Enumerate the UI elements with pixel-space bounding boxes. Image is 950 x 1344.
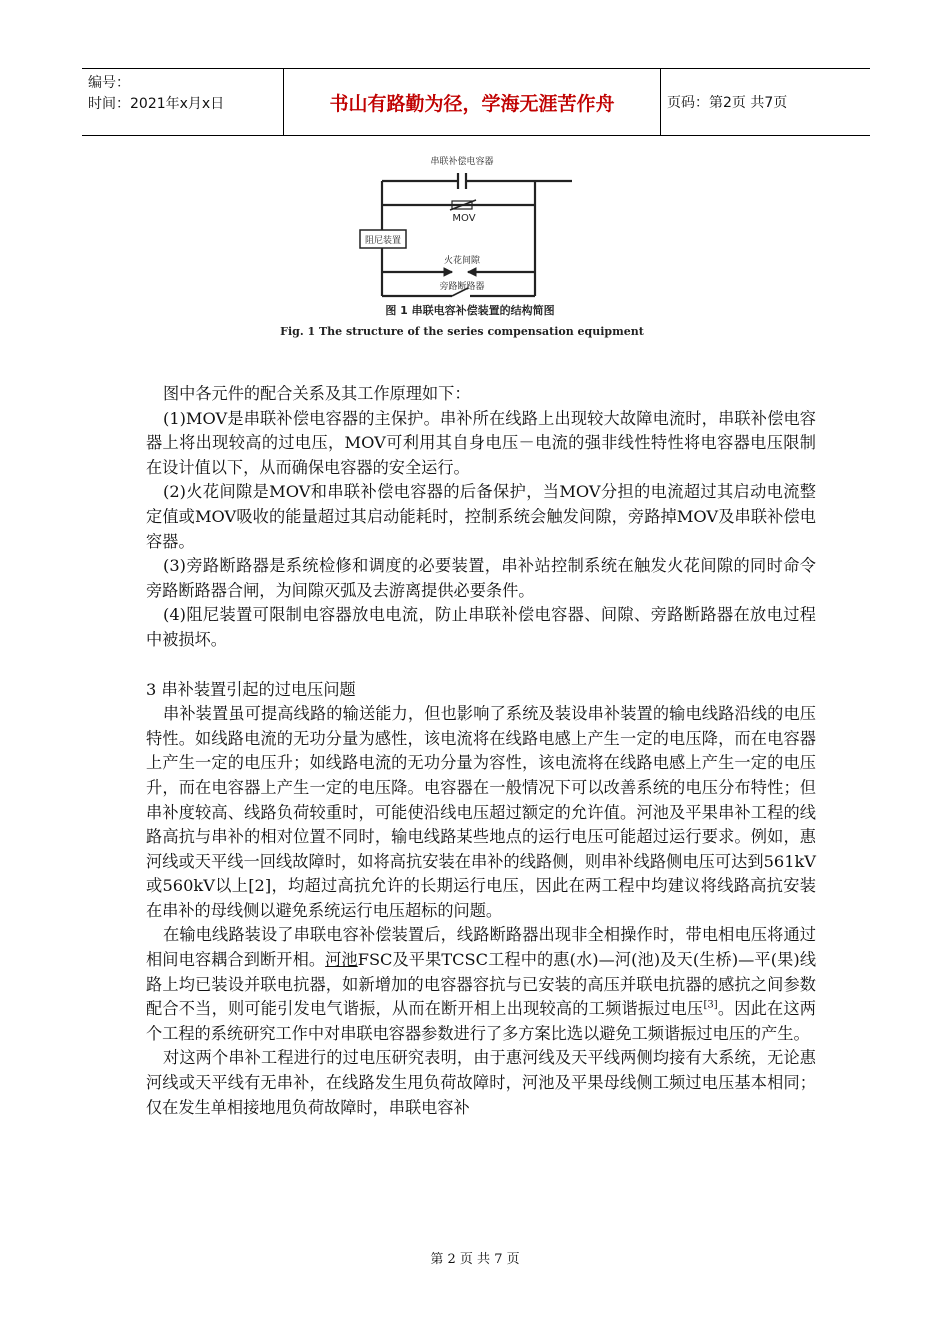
page-header (82, 68, 870, 136)
paragraph-2-part-c: 。因此在这两个工程的系统研究工作中对串联电容器参数进行了多方案比选以避免工频谐振过电压的产生。 (146, 999, 816, 1043)
hechi-link[interactable]: 河池 (325, 950, 358, 970)
caption-cn: 图 1 串联电容补偿装置的结构简图 (385, 304, 555, 317)
code-label: 编号： (88, 75, 130, 91)
label-spark-gap: 火花间隙 (443, 256, 481, 266)
intro-paragraph: 图中各元件的配合关系及其工作原理如下： (163, 384, 471, 403)
header-page-label: 页码：第2页 共7页 (667, 95, 788, 111)
caption-en: Fig. 1 The structure of the series compensation equipment (280, 325, 644, 338)
paragraph-2 (146, 923, 816, 1046)
paragraph-2-part-a: 在输电线路装设了串联电容补偿装置后，线路断路器出现非全相操作时，带电相电压将通过相间电容耦合到断开相。 (146, 925, 816, 970)
page-footer: 第 2 页 共 7 页 (430, 1252, 520, 1267)
reference-3: [3] (703, 999, 718, 1011)
paragraph-1: 串补装置虽可提高线路的输送能力，但也影响了系统及装设串补装置的输电线路沿线的电压特性。如线路电流的无功分量为感性，该电流将在线路电感上产生一定的电压降，而在电容器上产生一定的电压升；如线路电流的无功分量为容性，该电流将在线路电感上产生一定的电压升，而在电容器上产生一定的电压降。电容器在一般情况下可以改善系统的电压分布特性；但串补度较高、线路负荷较重时，可能使沿线电压超过额定的允许值。河池及平果串补工程的线路高抗与串补的相对位置不同时，输电线路某些地点的运行电压可能超过运行要求。例如，惠河线或天平线一回线故障时，如将高抗安装在串补的线路侧，则串补线路侧电压可达到561kV或560kV以上[2]，均超过高抗允许的长期运行电压，因此在两工程中均建议将线路高抗安装在串补的母线侧以避免系统运行电压超标的问题。 (146, 704, 816, 920)
header-meta (82, 69, 284, 135)
paragraph-3: 对这两个串补工程进行的过电压研究表明，由于惠河线及天平线两侧均接有大系统，无论惠河线或天平线有无串补，在线路发生甩负荷故障时，河池及平果母线侧工频过电压基本相同；仅在发生单相接地甩负荷故障时，串联电容补 (146, 1048, 816, 1117)
body-text (146, 382, 816, 1120)
circuit-figure (280, 150, 660, 350)
gap-arrow-right (468, 268, 476, 276)
gap-arrow-left (444, 268, 452, 276)
header-motto: 书山有路勤为径，学海无涯苦作舟 (284, 69, 661, 135)
label-mov: MOV (452, 213, 476, 224)
paragraph-2-part-b: FSC及平果TCSC工程中的惠(水)—河(池)及天(生桥)—平(果)线路上均已装设并联电抗器，如新增加的电容器容抗与已安装的高压并联电抗器的感抗之间参数配合不当，则可能引发电气谐振，从而在断开相上出现较高的工频谐振过电压 (146, 950, 817, 1019)
item-3: (3)旁路断路器是系统检修和调度的必要装置，串补站控制系统在触发火花间隙的同时命令旁路断路器合闸，为间隙灭弧及去游离提供必要条件。 (146, 556, 816, 600)
section-title: 3 串补装置引起的过电压问题 (146, 679, 356, 699)
item-1: (1)MOV是串联补偿电容器的主保护。串补所在线路上出现较大故障电流时，串联补偿电容器上将出现较高的过电压，MOV可利用其自身电压－电流的强非线性特性将电容器电压限制在设计值以下，从而确保电容器的安全运行。 (146, 408, 816, 477)
date-label: 时间：2021年x月x日 (88, 96, 225, 112)
label-damper: 阻尼装置 (364, 236, 402, 246)
label-breaker: 旁路断路器 (439, 282, 485, 292)
label-capacitor: 串联补偿电容器 (430, 157, 494, 167)
item-2: (2)火花间隙是MOV和串联补偿电容器的后备保护，当MOV分担的电流超过其启动电流整定值或MOV吸收的能量超过其启动能耗时，控制系统会触发间隙，旁路掉MOV及串联补偿电容器。 (146, 482, 816, 551)
item-4: (4)阻尼装置可限制电容器放电电流，防止串联补偿电容器、间隙、旁路断路器在放电过程中被损坏。 (146, 605, 816, 649)
